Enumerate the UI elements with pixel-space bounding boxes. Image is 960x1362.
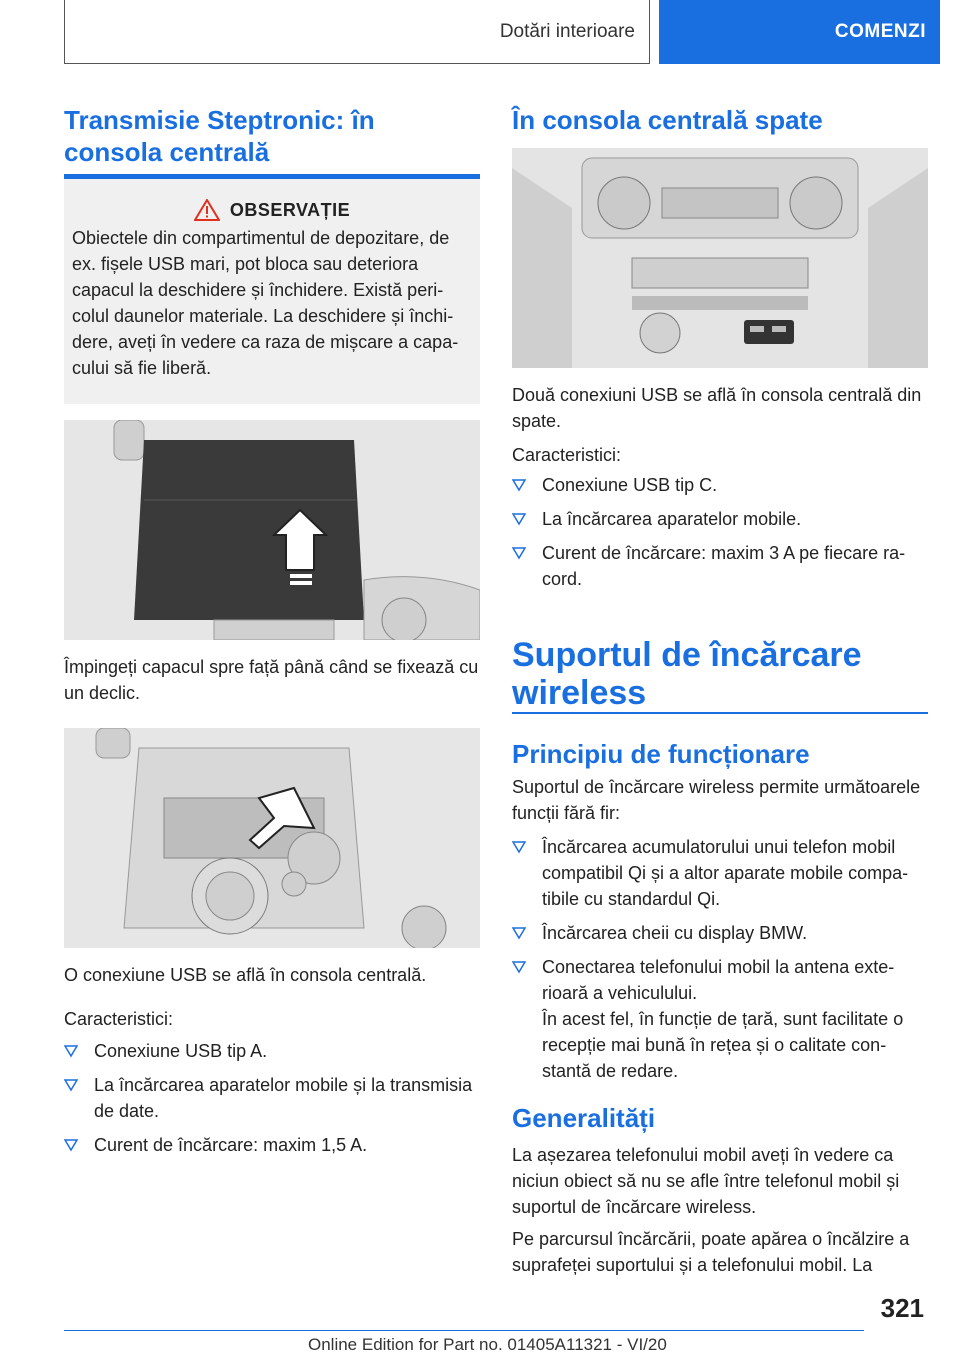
header-chapter-tab [659, 0, 940, 64]
footer-divider [64, 1330, 864, 1331]
warning-note [64, 174, 480, 404]
caption-push-cover: Împingeți capacul spre față până când se fixează cu un declic. [64, 657, 479, 703]
caption-usb-console: O conexiune USB se află în consola centrală. [64, 965, 427, 985]
header-section-label: Dotări interioare [499, 20, 635, 42]
warning-note-label: OBSERVAȚIE [229, 199, 351, 220]
bullet-triangle-icon [512, 960, 526, 974]
list-item: Curent de încărcare: maxim 1,5 A. [64, 1132, 480, 1158]
caption-rear-usb: Două conexiuni USB se află în consola centrală din spate. [512, 385, 922, 431]
list-item: Conexiune USB tip A. [64, 1038, 480, 1064]
principle-subtext: În acest fel, în funcție de țară, sunt facilitate o recepție mai bună în rețea și o calitate constantă de redare. [542, 1009, 904, 1081]
list-item: Încărcarea cheii cu display BMW. [512, 920, 928, 946]
list-item: Curent de încărcare: maxim 3 A pe fiecare racord. [512, 540, 928, 592]
footer-edition: Online Edition for Part no. 01405A11321 - VI/20 [308, 1335, 667, 1354]
console-usb-illustration [64, 728, 480, 948]
general-paragraph-1: La așezarea telefonului mobil aveți în vedere ca niciun obiect să nu se afle între telefonul mobil și suportul de încărcare wireless. [512, 1145, 900, 1217]
console-cover-illustration [64, 420, 480, 640]
bullet-triangle-icon [512, 546, 526, 560]
list-item: Conexiune USB tip C. [512, 472, 928, 498]
list-item: La încărcarea aparatelor mobile. [512, 506, 928, 532]
list-item: La încărcarea aparatelor mobile și la transmisia de date. [64, 1072, 480, 1124]
rear-console-image [512, 148, 928, 368]
bullet-triangle-icon [64, 1078, 78, 1092]
bullet-triangle-icon [64, 1138, 78, 1152]
rear-console-illustration [512, 148, 928, 368]
left-features-list [64, 1038, 480, 1166]
wireless-charger-title: Suportul de încărcare wireless [512, 636, 862, 712]
bullet-triangle-icon [512, 840, 526, 854]
bullet-triangle-icon [512, 512, 526, 526]
section-divider [512, 712, 928, 714]
bullet-triangle-icon [512, 926, 526, 940]
principle-text: Suportul de încărcare wireless permite următoarele funcții fără fir: [512, 777, 921, 823]
right-features-list [512, 472, 928, 600]
bullet-triangle-icon [64, 1044, 78, 1058]
warning-triangle-icon [194, 199, 220, 221]
right-features-label: Caracteristici: [512, 445, 622, 465]
warning-note-text: Obiectele din compartimentul de depozitare, de ex. fișele USB mari, pot bloca sau deteriora capacul la deschidere și închidere. Există pericolul daunelor materiale. La deschidere și închidere, aveți în vedere ca raza de mișcare a capacului să fie liberă. [72, 228, 459, 378]
console-cover-image [64, 420, 480, 640]
header-section-tab [64, 0, 650, 64]
principle-title: Principiu de funcționare [512, 739, 810, 769]
bullet-triangle-icon [512, 478, 526, 492]
list-item: Conectarea telefonului mobil la antena exterioară a vehiculului. [512, 954, 928, 1006]
principle-list [512, 834, 928, 1014]
console-usb-image [64, 728, 480, 948]
page-number: 321 [880, 1293, 924, 1323]
right-section-title: În consola centrală spate [512, 105, 823, 135]
general-paragraph-2: Pe parcursul încărcării, poate apărea o încălzire a suprafeței suportului și a telefonului mobil. La [512, 1229, 910, 1275]
general-title: Generalități [512, 1103, 656, 1133]
left-features-label: Caracteristici: [64, 1009, 174, 1029]
header-chapter-label: COMENZI [834, 21, 926, 42]
left-section-title: Transmisie Steptronic: în consola centrală [64, 105, 375, 167]
warning-note-title [72, 199, 472, 221]
list-item: Încărcarea acumulatorului unui telefon mobil compatibil Qi și a altor aparate mobile compatibile cu standardul Qi. [512, 834, 928, 912]
